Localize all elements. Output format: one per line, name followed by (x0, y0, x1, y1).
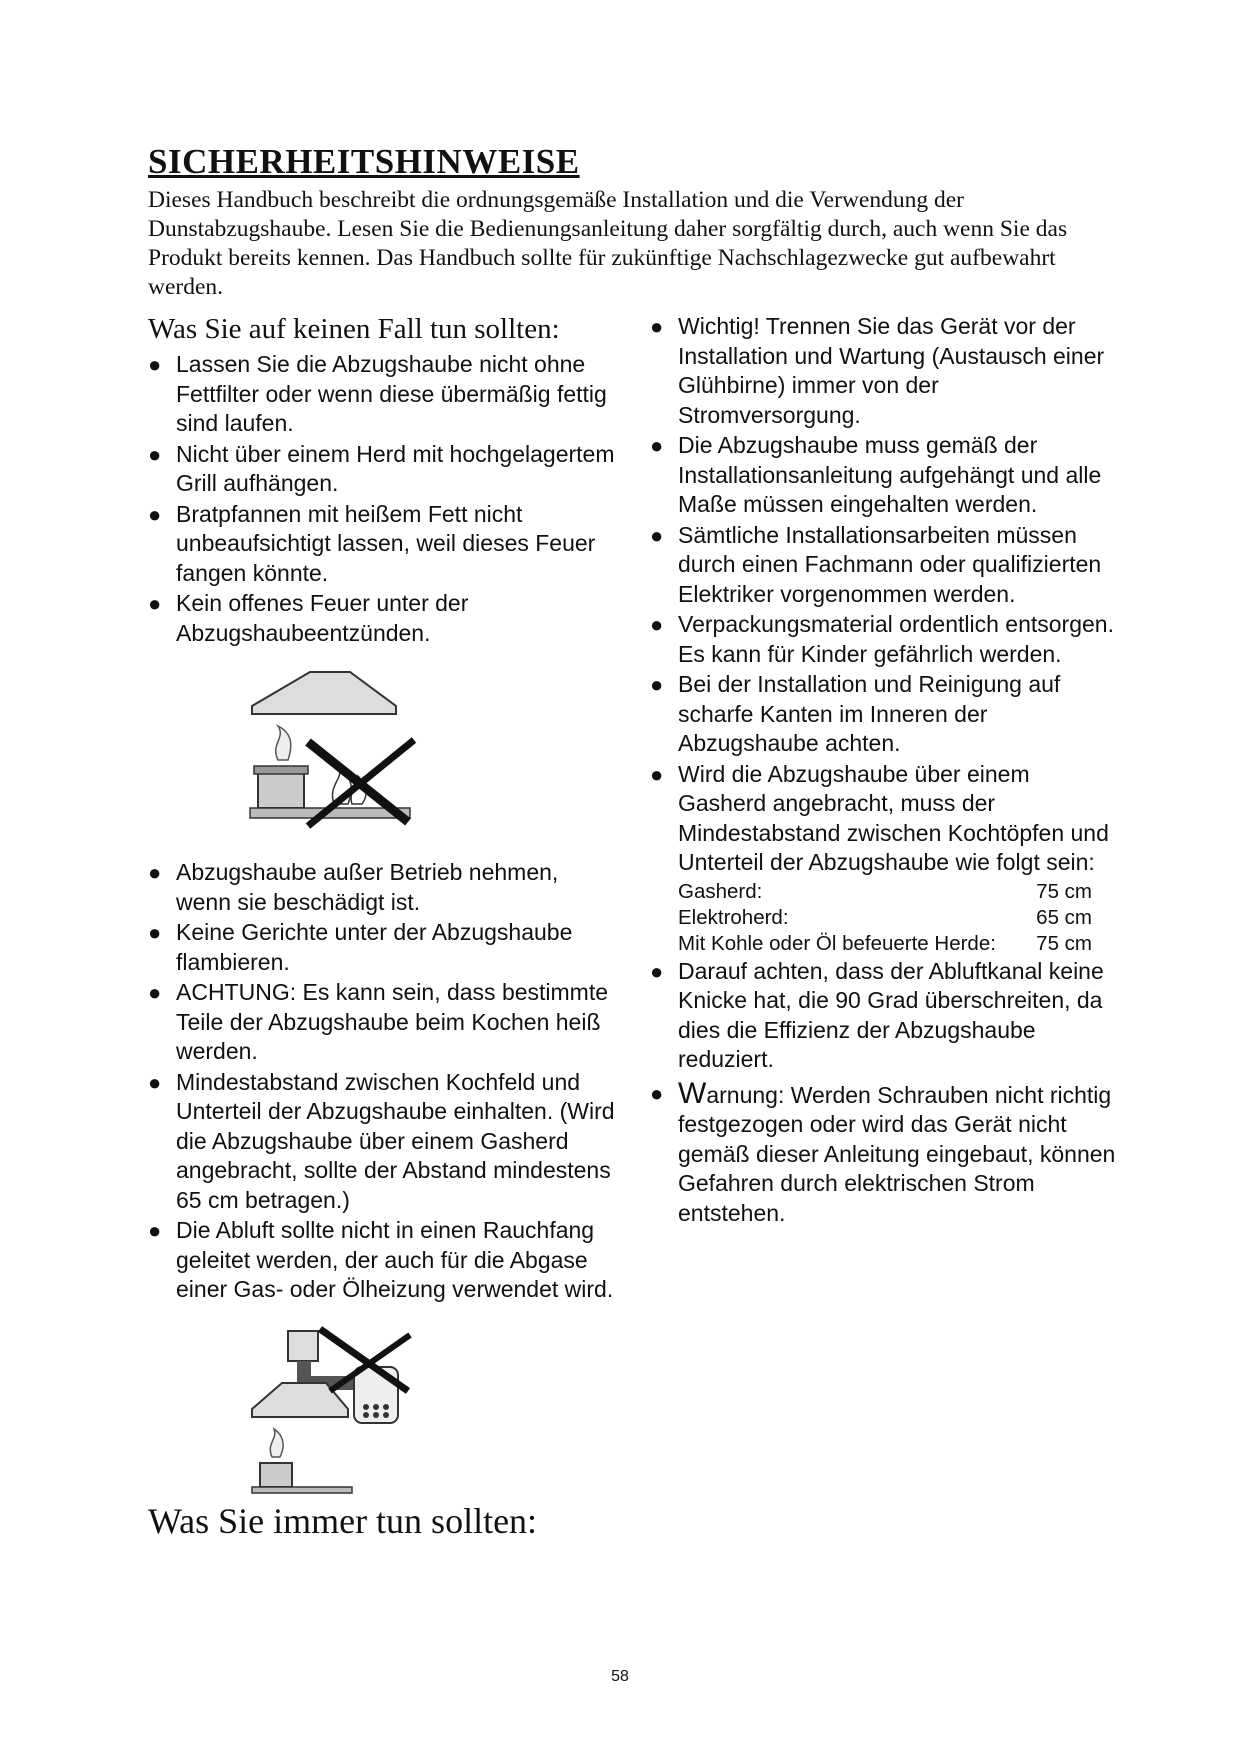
bullet-icon: ● (650, 314, 664, 339)
page-number: 58 (611, 1668, 629, 1685)
list-item: ● Nicht über einem Herd mit hochgelagertem Grill aufhängen. (148, 440, 615, 496)
do-heading: Was Sie immer tun sollten: (148, 1501, 538, 1541)
bullet-icon: ● (650, 1080, 664, 1106)
page-title: SICHERHEITSHINWEISE (148, 142, 580, 181)
no-shared-chimney-illustration (248, 1325, 418, 1495)
list-item: ● Verpackungsmaterial ordentlich entsorgen. Es kann für Kinder gefährlich werden. (650, 611, 1114, 667)
list-item: ● Sämtliche Installationsarbeiten müssen durch einen Fachmann oder qualifizierten Elektriker vorgenommen werden. (650, 521, 1102, 607)
right-column (650, 312, 1120, 1229)
list-item: ● Mindestabstand zwischen Kochfeld und Unterteil der Abzugshaube einhalten. (Wird die Abzugshaube über einem Gasherd angebracht, sollte der Abstand mindestens 65 cm betragen.) (148, 1068, 615, 1213)
bullet-icon: ● (148, 501, 162, 527)
bullet-icon: ● (148, 591, 162, 616)
list-item: ● Die Abluft sollte nicht in einen Rauchfang geleitet werden, der auch für die Abgase einer Gas- oder Ölheizung verwendet wird. (148, 1217, 614, 1302)
dont-list-a (148, 350, 618, 648)
list-item: ● Wichtig! Trennen Sie das Gerät vor der Installation und Wartung (Austausch einer Glühbirne) immer von der Stromversorgung. (650, 313, 1105, 428)
distance-label: Mit Kohle oder Öl befeuerte Herde: (678, 931, 996, 955)
distance-value: 65 cm (1036, 905, 1092, 929)
list-item: ● Keine Gerichte unter der Abzugshaube flambieren. (148, 919, 573, 975)
no-open-fire-illustration (248, 668, 428, 838)
bullet-icon: ● (148, 1069, 162, 1095)
list-item: ● Die Abzugshaube muss gemäß der Installationsanleitung aufgehängt und alle Maße müssen eingehalten werden. (650, 432, 1102, 517)
bullet-icon: ● (148, 860, 162, 885)
bullet-icon: ● (148, 1218, 162, 1243)
safety-list-after (650, 957, 1120, 1229)
distance-value: 75 cm (1036, 931, 1092, 955)
safety-list (650, 312, 1120, 878)
list-item: ● ACHTUNG: Es kann sein, dass bestimmte Teile der Abzugshaube beim Kochen heiß werden. (148, 979, 609, 1064)
bullet-icon: ● (650, 958, 664, 984)
bullet-icon: ● (650, 672, 664, 697)
dont-list-b (148, 858, 618, 1305)
bullet-icon: ● (148, 920, 162, 945)
warning-item: ● Warnung: Werden Schrauben nicht richtig festgezogen oder wird das Gerät nicht gemäß dieser Anleitung eingebaut, können Gefahren durch elektrischen Strom entstehen. (650, 1076, 1116, 1226)
bullet-icon: ● (148, 352, 162, 377)
list-item: ● Bratpfannen mit heißem Fett nicht unbeaufsichtigt lassen, weil dieses Feuer fangen könnte. (148, 500, 596, 586)
dont-heading: Was Sie auf keinen Fall tun sollten: (148, 313, 560, 345)
list-item: ● Darauf achten, dass der Abluftkanal keine Knicke hat, die 90 Grad überschreiten, da dies die Effizienz der Abzugshaube reduziert. (650, 957, 1104, 1072)
list-item: ● Wird die Abzugshaube über einem Gasherd angebracht, muss der Mindestabstand zwischen Kochtöpfen und Unterteil der Abzugshaube wie folgt sein: (650, 760, 1109, 875)
bullet-icon: ● (650, 522, 664, 548)
bullet-icon: ● (650, 433, 664, 458)
left-column (148, 312, 618, 1515)
distance-table (678, 879, 1120, 957)
intro-paragraph: Dieses Handbuch beschreibt die ordnungsgemäße Installation und die Verwendung der Dunstabzugshaube. Lesen Sie die Bedienungsanleitung daher sorgfältig durch, auch wenn Sie das Produkt bereits kennen. Das Handbuch sollte für zukünftige Nachschlagezwecke gut aufbewahrt werden. (148, 187, 1068, 300)
bullet-icon: ● (148, 980, 162, 1005)
distance-value: 75 cm (1036, 879, 1092, 903)
list-item: ● Bei der Installation und Reinigung auf scharfe Kanten im Inneren der Abzugshaube achten. (650, 671, 1061, 756)
list-item: ● Abzugshaube außer Betrieb nehmen, wenn sie beschädigt ist. (148, 859, 559, 915)
list-item: ● Kein offenes Feuer unter der Abzugshaubeentzünden. (148, 590, 469, 646)
distance-label: Elektroherd: (678, 905, 789, 929)
list-item: ● Lassen Sie die Abzugshaube nicht ohne Fettfilter oder wenn diese übermäßig fettig sind laufen. (148, 351, 607, 436)
bullet-icon: ● (650, 612, 664, 637)
bullet-icon: ● (650, 761, 664, 787)
bullet-icon: ● (148, 441, 162, 467)
distance-label: Gasherd: (678, 879, 763, 903)
